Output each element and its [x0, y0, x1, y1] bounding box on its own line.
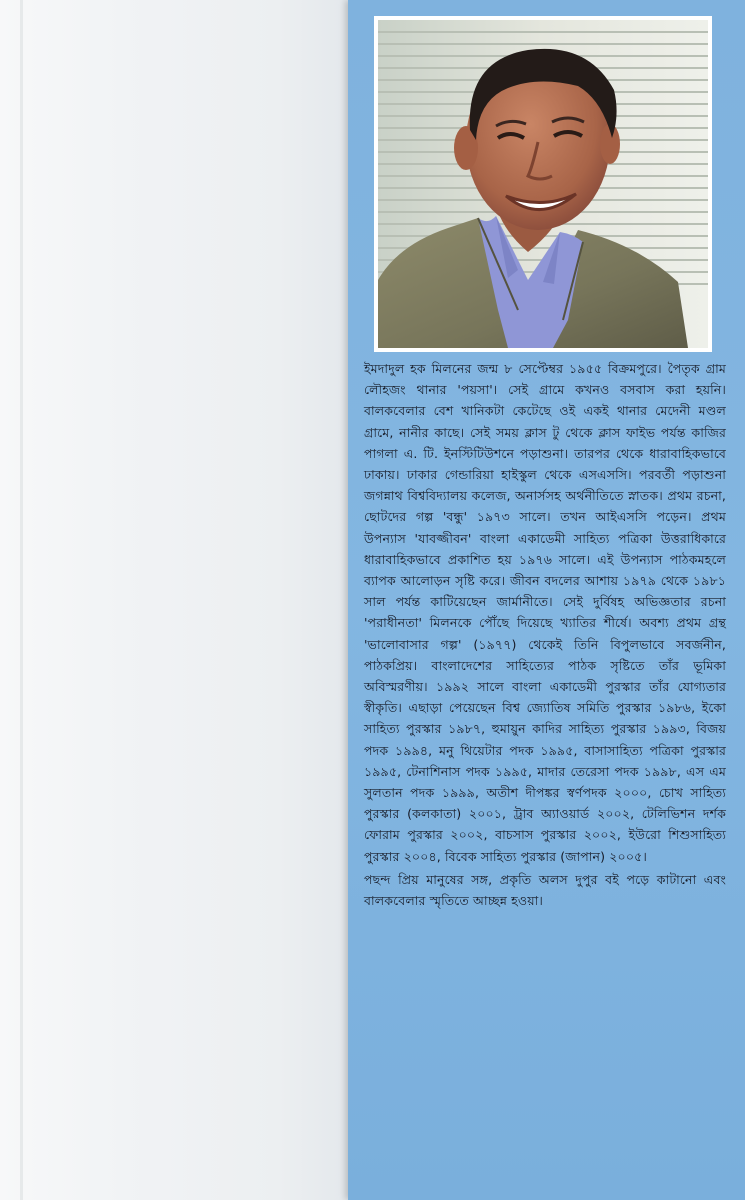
author-biography: [364, 358, 726, 1158]
back-cover-paper: [0, 0, 348, 1200]
biography-paragraph: ইমদাদুল হক মিলনের জন্ম ৮ সেপ্টেম্বর ১৯৫৫ বিক্রমপুরে। পৈতৃক গ্রাম লৌহজং থানার 'পয়সা'। সেই গ্রামে কখনও বসবাস করা হয়নি। বালকবেলার বেশ খানিকটা কেটেছে ওই একই থানার মেদেনী মণ্ডল গ্রামে, নানীর কাছে। সেই সময় ক্লাস টু থেকে ক্লাস ফাইভ পর্যন্ত কাজির পাগলা এ. টি. ইনস্টিটিউশনে পড়াশুনা। তারপর থেকে ধারাবাহিকভাবে ঢাকায়। ঢাকার গেন্ডারিয়া হাইস্কুল থেকে এসএসসি। পরবর্তী পড়াশুনা জগন্নাথ বিশ্ববিদ্যালয় কলেজ, অনার্সসহ অর্থনীতিতে স্নাতক। প্রথম রচনা, ছোটদের গল্প 'বন্ধু' ১৯৭৩ সালে। তখন আইএসসি পড়েন। প্রথম উপন্যাস 'যাবজ্জীবন' বাংলা একাডেমী সাহিত্য পত্রিকা উত্তরাধিকারে ধারাবাহিকভাবে প্রকাশিত হয় ১৯৭৬ সালে। এই উপন্যাস পাঠকমহলে ব্যাপক আলোড়ন সৃষ্টি করে। জীবন বদলের আশায় ১৯৭৯ থেকে ১৯৮১ সাল পর্যন্ত কাটিয়েছেন জার্মানীতে। সেই দুর্বিষহ অভিজ্ঞতার রচনা 'পরাধীনতা' মিলনকে পৌঁছে দিয়েছে খ্যাতির শীর্ষে। অবশ্য প্রথম গ্রন্থ 'ভালোবাসার গল্প' (১৯৭৭) থেকেই তিনি বিপুলভাবে সবর্জনীন, পাঠকপ্রিয়। বাংলাদেশের সাহিত্যের পাঠক সৃষ্টিতে তাঁর ভূমিকা অবিস্মরণীয়। ১৯৯২ সালে বাংলা একাডেমী পুরস্কার তাঁর যোগ্যতার স্বীকৃতি। এছাড়া পেয়েছেন বিশ্ব জ্যোতিষ সমিতি পুরস্কার ১৯৮৬, ইকো সাহিত্য পুরস্কার ১৯৮৭, হুমায়ুন কাদির সাহিত্য পুরস্কার ১৯৯৩, বিজয় পদক ১৯৯৪, মনু থিয়েটার পদক ১৯৯৫, বাসাসাহিত্য পত্রিকা পুরস্কার ১৯৯৫, টেনাশিনাস পদক ১৯৯৫, মাদার তেরেসা পদক ১৯৯৮, এস এম সুলতান পদক ১৯৯৯, অতীশ দীপঙ্কর স্বর্ণপদক ২০০০, চোখ সাহিত্য পুরস্কার (কলকাতা) ২০০১, ট্রাব অ্যাওয়ার্ড ২০০২, টেলিভিশন দর্শক ফোরাম পুরস্কার ২০০২, বাচসাস পুরস্কার ২০০২, ইউরো শিশুসাহিত্য পুরস্কার ২০০৪, বিবেক সাহিত্য পুরস্কার (জাপান) ২০০৫।: [364, 361, 726, 864]
author-photo-frame: [374, 16, 712, 352]
biography-closing-paragraph: পছন্দ প্রিয় মানুষের সঙ্গ, প্রকৃতি অলস দুপুর বই পড়ে কাটানো এবং বালকবেলার স্মৃতিতে আচ্ছন্ন হওয়া।: [364, 871, 726, 909]
author-portrait-icon: [378, 20, 708, 348]
